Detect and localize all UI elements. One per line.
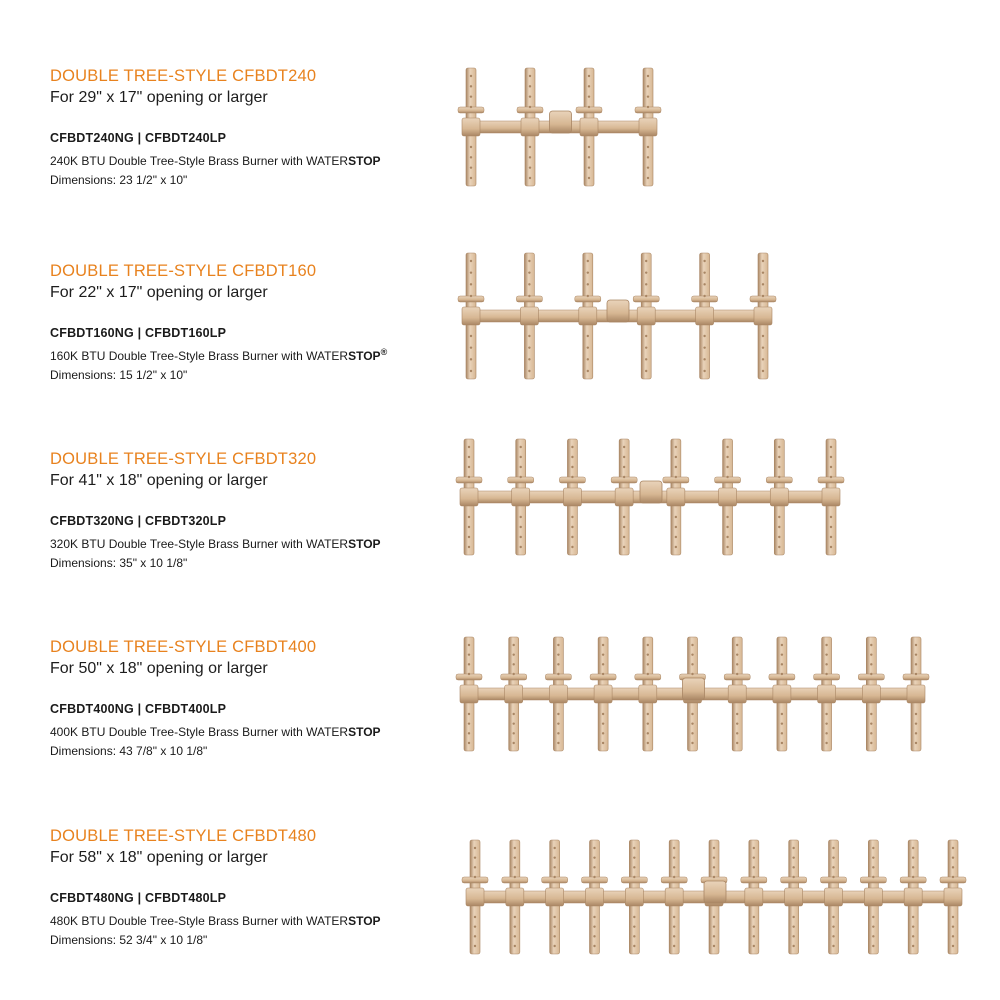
product-dimensions: Dimensions: 52 3/4" x 10 1/8" [50,933,208,947]
product-title: DOUBLE TREE-STYLE CFBDT240 [50,67,317,85]
opening-size: For 50" x 18" opening or larger [50,660,268,677]
product-dimensions: Dimensions: 23 1/2" x 10" [50,173,188,187]
burner-branch [635,68,661,186]
burner-branch [741,840,767,954]
waterstop-brand: STOP [348,914,381,928]
opening-size: For 41" x 18" opening or larger [50,472,268,489]
opening-size: For 22" x 17" opening or larger [50,284,268,301]
product-description: 480K BTU Double Tree-Style Brass Burner with WATERSTOP [50,914,381,928]
product-dimensions: Dimensions: 15 1/2" x 10" [50,368,188,382]
inlet-fitting [704,881,726,903]
burner-branch [661,840,687,954]
model-numbers: CFBDT400NG | CFBDT400LP [50,702,227,716]
burner-branch [458,68,484,186]
burner-branch [502,840,528,954]
burner-branch [766,439,792,555]
burner-branch [633,253,659,379]
burner-branch [456,637,482,751]
burner-branch [940,840,966,954]
burner-branch [582,840,608,954]
product-info [50,261,460,383]
model-numbers: CFBDT160NG | CFBDT160LP [50,326,227,340]
burner-branch [692,253,718,379]
cfbdt400-burner-image [460,635,925,753]
burner-branch [635,637,661,751]
product-title: DOUBLE TREE-STYLE CFBDT320 [50,450,317,468]
product-info [50,449,460,571]
burner-branch [559,439,585,555]
model-numbers: CFBDT320NG | CFBDT320LP [50,514,227,528]
burner-branch [769,637,795,751]
burner-branch [860,840,886,954]
product-dimensions: Dimensions: 35" x 10 1/8" [50,556,188,570]
cfbdt480-burner-image [466,838,962,956]
burner-branch [508,439,534,555]
waterstop-brand: STOP [348,349,381,363]
inlet-fitting [683,678,705,700]
product-info [50,637,460,759]
burner-branch [663,439,689,555]
product-title: DOUBLE TREE-STYLE CFBDT400 [50,638,317,656]
burner-branch [611,439,637,555]
waterstop-brand: STOP [348,725,381,739]
burner-branch [818,439,844,555]
burner-branch [458,253,484,379]
burner-branch [750,253,776,379]
burner-branch [814,637,840,751]
opening-size: For 58" x 18" opening or larger [50,849,268,866]
model-numbers: CFBDT240NG | CFBDT240LP [50,131,227,145]
inlet-fitting [550,111,572,133]
product-description: 400K BTU Double Tree-Style Brass Burner with WATERSTOP [50,725,381,739]
burner-branch [781,840,807,954]
burner-branch [821,840,847,954]
burner-branch [545,637,571,751]
product-description: 160K BTU Double Tree-Style Brass Burner with WATERSTOP® [50,347,388,363]
burner-branch [575,253,601,379]
inlet-fitting [640,481,662,503]
waterstop-brand: STOP [348,537,381,551]
product-info [50,826,460,948]
burner-branch [900,840,926,954]
burner-branch [903,637,929,751]
waterstop-brand: STOP [348,154,381,168]
cfbdt160-burner-image [462,251,772,381]
burner-branch [516,253,542,379]
product-description: 320K BTU Double Tree-Style Brass Burner with WATERSTOP [50,537,381,551]
burner-branch [542,840,568,954]
cfbdt320-burner-image [460,437,840,557]
burner-branch [858,637,884,751]
product-description: 240K BTU Double Tree-Style Brass Burner with WATERSTOP [50,154,381,168]
cfbdt240-burner-image [462,66,657,188]
product-dimensions: Dimensions: 43 7/8" x 10 1/8" [50,744,208,758]
burner-branch [590,637,616,751]
opening-size: For 29" x 17" opening or larger [50,89,268,106]
burner-branch [621,840,647,954]
product-title: DOUBLE TREE-STYLE CFBDT160 [50,262,317,280]
model-numbers: CFBDT480NG | CFBDT480LP [50,891,227,905]
burner-branch [576,68,602,186]
burner-branch [724,637,750,751]
burner-branch [456,439,482,555]
burner-branch [462,840,488,954]
product-title: DOUBLE TREE-STYLE CFBDT480 [50,827,317,845]
product-info [50,66,460,188]
burner-branch [517,68,543,186]
burner-branch [501,637,527,751]
inlet-fitting [607,300,629,322]
burner-branch [715,439,741,555]
